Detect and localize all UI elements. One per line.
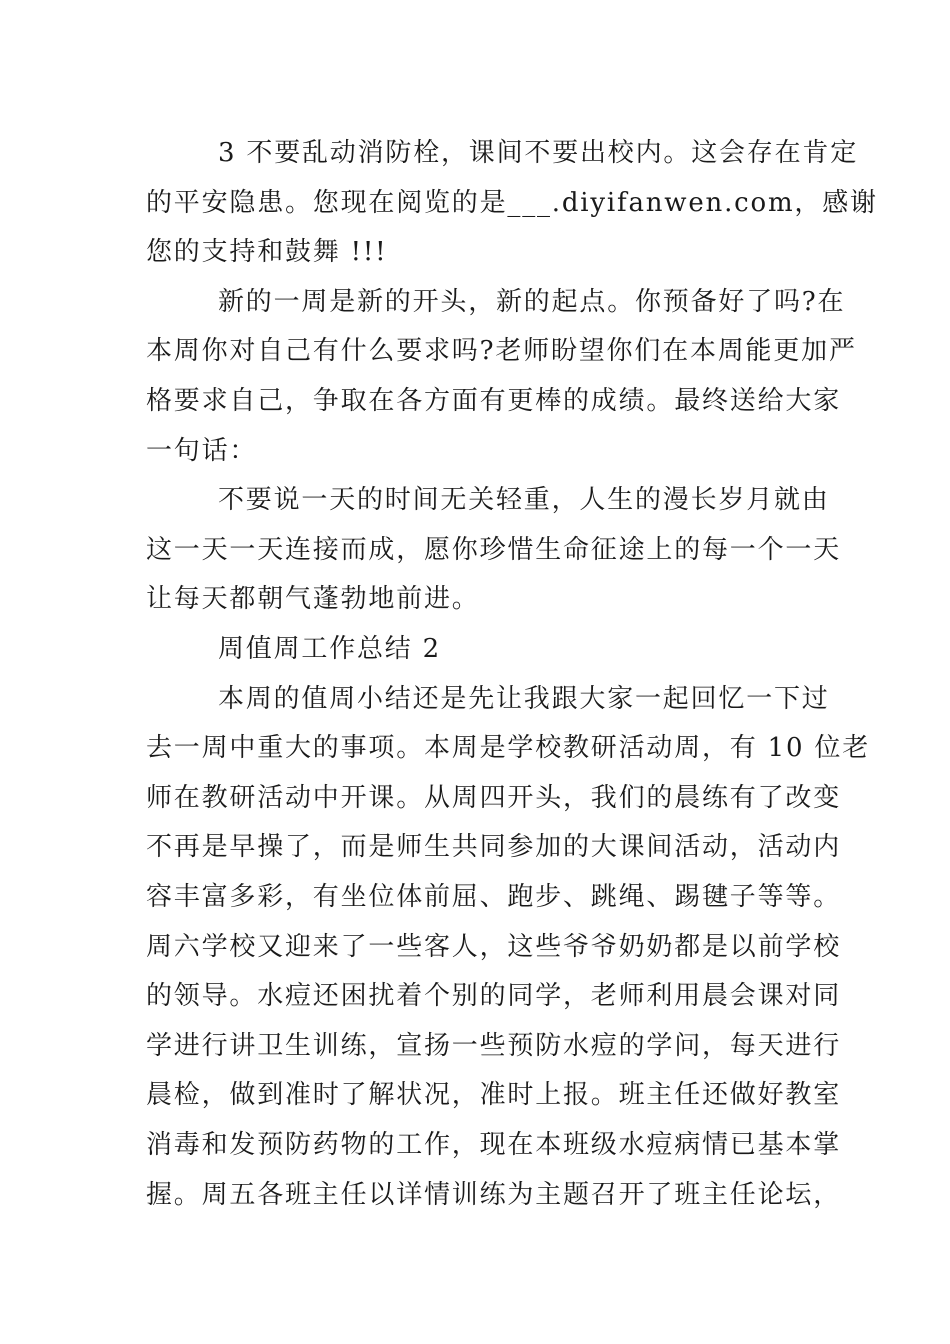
paragraph-line: 新的一周是新的开头，新的起点。你预备好了吗?在 <box>218 287 846 317</box>
paragraph-line: 握。周五各班主任以详情训练为主题召开了班主任论坛， <box>146 1180 842 1210</box>
paragraph-line: 3 不要乱动消防栓，课间不要出校内。这会存在肯定 <box>218 138 859 168</box>
paragraph-line: 一句话： <box>146 436 258 466</box>
paragraph-line: 本周你对自己有什么要求吗?老师盼望你们在本周能更加严 <box>146 336 857 366</box>
paragraph-line: 去一周中重大的事项。本周是学校教研活动周，有 10 位老 <box>146 733 871 763</box>
paragraph-line: 学进行讲卫生训练，宣扬一些预防水痘的学问，每天进行 <box>146 1031 842 1061</box>
paragraph-line: 的平安隐患。您现在阅览的是___.diyifanwen.com，感谢 <box>146 188 878 218</box>
paragraph-line: 本周的值周小结还是先让我跟大家一起回忆一下过 <box>218 684 830 714</box>
paragraph-line: 您的支持和鼓舞 !!! <box>146 237 388 267</box>
paragraph-line: 格要求自己，争取在各方面有更棒的成绩。最终送给大家 <box>146 386 842 416</box>
paragraph-line: 这一天一天连接而成，愿你珍惜生命征途上的每一个一天 <box>146 535 842 565</box>
paragraph-line: 的领导。水痘还困扰着个别的同学，老师利用晨会课对同 <box>146 981 842 1011</box>
paragraph-line: 容丰富多彩，有坐位体前屈、跑步、跳绳、踢毽子等等。 <box>146 882 842 912</box>
paragraph-line: 周六学校又迎来了一些客人，这些爷爷奶奶都是以前学校 <box>146 932 842 962</box>
paragraph-line: 师在教研活动中开课。从周四开头，我们的晨练有了改变 <box>146 783 842 813</box>
section-heading: 周值周工作总结 2 <box>218 634 442 664</box>
paragraph-line: 晨检，做到准时了解状况，准时上报。班主任还做好教室 <box>146 1080 842 1110</box>
paragraph-line: 不要说一天的时间无关轻重，人生的漫长岁月就由 <box>218 485 830 515</box>
paragraph-line: 消毒和发预防药物的工作，现在本班级水痘病情已基本掌 <box>146 1130 842 1160</box>
paragraph-line: 不再是早操了，而是师生共同参加的大课间活动，活动内 <box>146 832 842 862</box>
paragraph-line: 让每天都朝气蓬勃地前进。 <box>146 584 480 614</box>
